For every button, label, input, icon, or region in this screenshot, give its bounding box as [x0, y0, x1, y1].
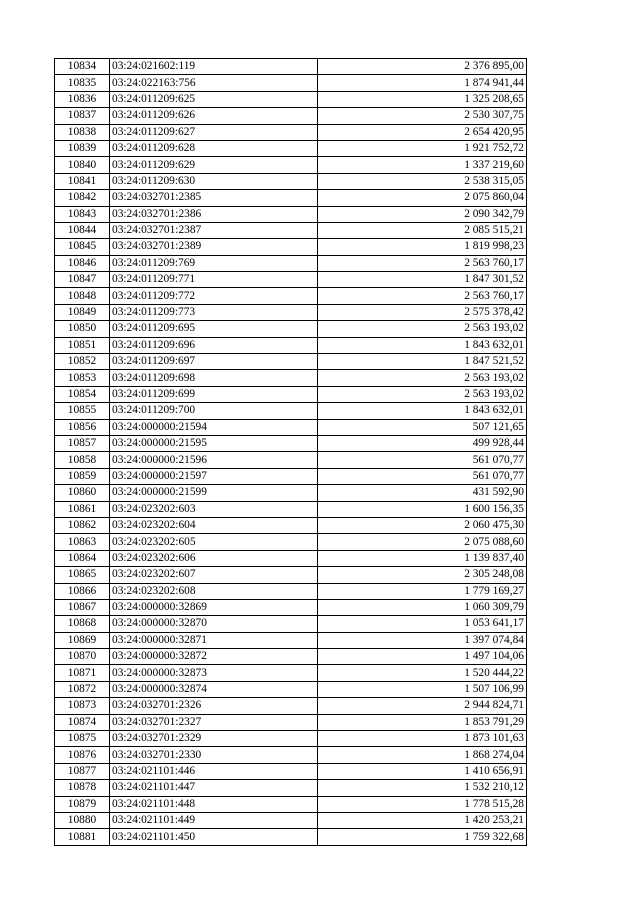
row-number-cell: 10851 — [55, 337, 110, 353]
cadastral-value-cell: 2 305 248,08 — [318, 567, 527, 583]
cadastral-value-cell: 1 759 322,68 — [318, 829, 527, 845]
row-number-cell: 10876 — [55, 747, 110, 763]
cadastral-value-cell: 2 085 515,21 — [318, 222, 527, 238]
table-row — [55, 649, 527, 665]
cadastral-value-cell: 1 060 309,79 — [318, 599, 527, 615]
cadastral-number-cell: 03:24:000000:32872 — [110, 649, 318, 665]
cadastral-value-cell: 2 563 760,17 — [318, 288, 527, 304]
table-row — [55, 386, 527, 402]
row-number-cell: 10838 — [55, 124, 110, 140]
cadastral-value-cell: 1 843 632,01 — [318, 337, 527, 353]
cadastral-value-cell: 2 563 760,17 — [318, 255, 527, 271]
cadastral-value-cell: 1 778 515,28 — [318, 796, 527, 812]
cadastral-value-cell: 1 520 444,22 — [318, 665, 527, 681]
cadastral-value-cell: 1 397 074,84 — [318, 632, 527, 648]
cadastral-number-cell: 03:24:011209:699 — [110, 386, 318, 402]
cadastral-number-cell: 03:24:032701:2386 — [110, 206, 318, 222]
table-body — [55, 59, 527, 846]
cadastral-number-cell: 03:24:021101:446 — [110, 763, 318, 779]
table-row — [55, 731, 527, 747]
cadastral-value-cell: 1 853 791,29 — [318, 714, 527, 730]
cadastral-number-cell: 03:24:011209:769 — [110, 255, 318, 271]
row-number-cell: 10845 — [55, 239, 110, 255]
cadastral-number-cell: 03:24:000000:32874 — [110, 681, 318, 697]
table-row — [55, 812, 527, 828]
row-number-cell: 10862 — [55, 517, 110, 533]
row-number-cell: 10857 — [55, 435, 110, 451]
table-row — [55, 222, 527, 238]
table-row — [55, 567, 527, 583]
cadastral-value-cell: 2 075 860,04 — [318, 190, 527, 206]
row-number-cell: 10873 — [55, 698, 110, 714]
row-number-cell: 10834 — [55, 59, 110, 75]
cadastral-number-cell: 03:24:022163:756 — [110, 75, 318, 91]
row-number-cell: 10864 — [55, 550, 110, 566]
row-number-cell: 10859 — [55, 468, 110, 484]
cadastral-value-cell: 2 090 342,79 — [318, 206, 527, 222]
cadastral-value-cell: 2 060 475,30 — [318, 517, 527, 533]
cadastral-number-cell: 03:24:032701:2387 — [110, 222, 318, 238]
cadastral-number-cell: 03:24:032701:2389 — [110, 239, 318, 255]
table-row — [55, 501, 527, 517]
cadastral-number-cell: 03:24:000000:21595 — [110, 435, 318, 451]
cadastral-number-cell: 03:24:011209:625 — [110, 91, 318, 107]
row-number-cell: 10867 — [55, 599, 110, 615]
row-number-cell: 10841 — [55, 173, 110, 189]
cadastral-value-cell: 1 921 752,72 — [318, 140, 527, 156]
cadastral-number-cell: 03:24:023202:605 — [110, 534, 318, 550]
cadastral-value-cell: 2 654 420,95 — [318, 124, 527, 140]
cadastral-value-cell: 561 070,77 — [318, 452, 527, 468]
cadastral-number-cell: 03:24:011209:626 — [110, 108, 318, 124]
table-row — [55, 698, 527, 714]
table-row — [55, 91, 527, 107]
cadastral-number-cell: 03:24:011209:695 — [110, 321, 318, 337]
cadastral-value-cell: 1 497 104,06 — [318, 649, 527, 665]
table-row — [55, 124, 527, 140]
table-row — [55, 59, 527, 75]
cadastral-number-cell: 03:24:011209:627 — [110, 124, 318, 140]
table-row — [55, 75, 527, 91]
table-row — [55, 681, 527, 697]
cadastral-value-cell: 1 325 208,65 — [318, 91, 527, 107]
table-row — [55, 304, 527, 320]
cadastral-number-cell: 03:24:032701:2385 — [110, 190, 318, 206]
cadastral-number-cell: 03:24:023202:606 — [110, 550, 318, 566]
cadastral-number-cell: 03:24:000000:32871 — [110, 632, 318, 648]
cadastral-value-cell: 2 376 895,00 — [318, 59, 527, 75]
table-row — [55, 665, 527, 681]
row-number-cell: 10868 — [55, 616, 110, 632]
table-row — [55, 747, 527, 763]
table-row — [55, 239, 527, 255]
cadastral-number-cell: 03:24:011209:630 — [110, 173, 318, 189]
row-number-cell: 10858 — [55, 452, 110, 468]
cadastral-value-cell: 1 868 274,04 — [318, 747, 527, 763]
cadastral-number-cell: 03:24:023202:607 — [110, 567, 318, 583]
cadastral-value-cell: 2 530 307,75 — [318, 108, 527, 124]
cadastral-number-cell: 03:24:000000:32869 — [110, 599, 318, 615]
row-number-cell: 10874 — [55, 714, 110, 730]
cadastral-number-cell: 03:24:000000:32870 — [110, 616, 318, 632]
row-number-cell: 10880 — [55, 812, 110, 828]
cadastral-value-cell: 2 563 193,02 — [318, 370, 527, 386]
cadastral-value-cell: 1 600 156,35 — [318, 501, 527, 517]
cadastral-value-cell: 2 563 193,02 — [318, 386, 527, 402]
table-row — [55, 829, 527, 845]
table-row — [55, 321, 527, 337]
cadastral-number-cell: 03:24:023202:603 — [110, 501, 318, 517]
table-row — [55, 550, 527, 566]
row-number-cell: 10855 — [55, 403, 110, 419]
table-row — [55, 272, 527, 288]
row-number-cell: 10836 — [55, 91, 110, 107]
row-number-cell: 10863 — [55, 534, 110, 550]
row-number-cell: 10848 — [55, 288, 110, 304]
cadastral-value-cell: 499 928,44 — [318, 435, 527, 451]
cadastral-number-cell: 03:24:023202:604 — [110, 517, 318, 533]
cadastral-number-cell: 03:24:021101:448 — [110, 796, 318, 812]
cadastral-number-cell: 03:24:000000:21597 — [110, 468, 318, 484]
row-number-cell: 10835 — [55, 75, 110, 91]
cadastral-number-cell: 03:24:011209:773 — [110, 304, 318, 320]
cadastral-value-cell: 1 819 998,23 — [318, 239, 527, 255]
row-number-cell: 10839 — [55, 140, 110, 156]
row-number-cell: 10842 — [55, 190, 110, 206]
cadastral-value-cell: 1 874 941,44 — [318, 75, 527, 91]
cadastral-number-cell: 03:24:021101:449 — [110, 812, 318, 828]
table-row — [55, 714, 527, 730]
table-row — [55, 763, 527, 779]
cadastral-value-cell: 1 053 641,17 — [318, 616, 527, 632]
cadastral-value-cell: 2 944 824,71 — [318, 698, 527, 714]
row-number-cell: 10879 — [55, 796, 110, 812]
cadastral-value-cell: 1 410 656,91 — [318, 763, 527, 779]
table-row — [55, 419, 527, 435]
row-number-cell: 10861 — [55, 501, 110, 517]
cadastral-value-cell: 1 420 253,21 — [318, 812, 527, 828]
row-number-cell: 10847 — [55, 272, 110, 288]
cadastral-number-cell: 03:24:000000:32873 — [110, 665, 318, 681]
table-row — [55, 534, 527, 550]
table-row — [55, 435, 527, 451]
cadastral-value-cell: 1 532 210,12 — [318, 780, 527, 796]
row-number-cell: 10853 — [55, 370, 110, 386]
cadastral-number-cell: 03:24:011209:771 — [110, 272, 318, 288]
row-number-cell: 10878 — [55, 780, 110, 796]
table-row — [55, 140, 527, 156]
cadastral-number-cell: 03:24:011209:698 — [110, 370, 318, 386]
table-row — [55, 206, 527, 222]
cadastral-number-cell: 03:24:000000:21594 — [110, 419, 318, 435]
cadastral-number-cell: 03:24:021101:450 — [110, 829, 318, 845]
row-number-cell: 10860 — [55, 485, 110, 501]
table-row — [55, 337, 527, 353]
table-row — [55, 599, 527, 615]
table-row — [55, 403, 527, 419]
cadastral-number-cell: 03:24:011209:772 — [110, 288, 318, 304]
row-number-cell: 10865 — [55, 567, 110, 583]
table-row — [55, 780, 527, 796]
cadastral-value-cell: 1 139 837,40 — [318, 550, 527, 566]
cadastral-number-cell: 03:24:000000:21599 — [110, 485, 318, 501]
cadastral-value-cell: 1 843 632,01 — [318, 403, 527, 419]
row-number-cell: 10856 — [55, 419, 110, 435]
cadastral-value-cell: 431 592,90 — [318, 485, 527, 501]
row-number-cell: 10852 — [55, 354, 110, 370]
row-number-cell: 10877 — [55, 763, 110, 779]
cadastral-number-cell: 03:24:023202:608 — [110, 583, 318, 599]
table-row — [55, 485, 527, 501]
cadastral-value-cell: 2 075 088,60 — [318, 534, 527, 550]
row-number-cell: 10846 — [55, 255, 110, 271]
row-number-cell: 10872 — [55, 681, 110, 697]
cadastral-value-cell: 1 337 219,60 — [318, 157, 527, 173]
cadastral-number-cell: 03:24:011209:700 — [110, 403, 318, 419]
row-number-cell: 10866 — [55, 583, 110, 599]
row-number-cell: 10875 — [55, 731, 110, 747]
cadastral-number-cell: 03:24:011209:629 — [110, 157, 318, 173]
table-row — [55, 255, 527, 271]
table-row — [55, 616, 527, 632]
cadastral-value-cell: 2 575 378,42 — [318, 304, 527, 320]
table-row — [55, 452, 527, 468]
cadastral-value-cell: 2 538 315,05 — [318, 173, 527, 189]
cadastral-value-table — [54, 58, 527, 846]
row-number-cell: 10871 — [55, 665, 110, 681]
cadastral-value-cell: 1 847 301,52 — [318, 272, 527, 288]
table-row — [55, 583, 527, 599]
table-row — [55, 190, 527, 206]
table-row — [55, 157, 527, 173]
row-number-cell: 10854 — [55, 386, 110, 402]
table-row — [55, 468, 527, 484]
cadastral-number-cell: 03:24:021602:119 — [110, 59, 318, 75]
cadastral-number-cell: 03:24:032701:2326 — [110, 698, 318, 714]
table-row — [55, 173, 527, 189]
row-number-cell: 10837 — [55, 108, 110, 124]
row-number-cell: 10843 — [55, 206, 110, 222]
table-row — [55, 632, 527, 648]
cadastral-number-cell: 03:24:021101:447 — [110, 780, 318, 796]
cadastral-value-cell: 1 507 106,99 — [318, 681, 527, 697]
cadastral-value-cell: 1 873 101,63 — [318, 731, 527, 747]
cadastral-value-cell: 507 121,65 — [318, 419, 527, 435]
table-row — [55, 354, 527, 370]
row-number-cell: 10844 — [55, 222, 110, 238]
row-number-cell: 10869 — [55, 632, 110, 648]
table-row — [55, 517, 527, 533]
cadastral-value-cell: 2 563 193,02 — [318, 321, 527, 337]
cadastral-number-cell: 03:24:032701:2329 — [110, 731, 318, 747]
cadastral-number-cell: 03:24:000000:21596 — [110, 452, 318, 468]
cadastral-value-cell: 1 847 521,52 — [318, 354, 527, 370]
cadastral-value-cell: 561 070,77 — [318, 468, 527, 484]
table-row — [55, 108, 527, 124]
cadastral-value-cell: 1 779 169,27 — [318, 583, 527, 599]
table-row — [55, 288, 527, 304]
row-number-cell: 10840 — [55, 157, 110, 173]
cadastral-number-cell: 03:24:032701:2327 — [110, 714, 318, 730]
cadastral-number-cell: 03:24:011209:696 — [110, 337, 318, 353]
row-number-cell: 10870 — [55, 649, 110, 665]
row-number-cell: 10850 — [55, 321, 110, 337]
table-row — [55, 796, 527, 812]
cadastral-number-cell: 03:24:032701:2330 — [110, 747, 318, 763]
row-number-cell: 10849 — [55, 304, 110, 320]
row-number-cell: 10881 — [55, 829, 110, 845]
cadastral-number-cell: 03:24:011209:697 — [110, 354, 318, 370]
table-row — [55, 370, 527, 386]
cadastral-number-cell: 03:24:011209:628 — [110, 140, 318, 156]
